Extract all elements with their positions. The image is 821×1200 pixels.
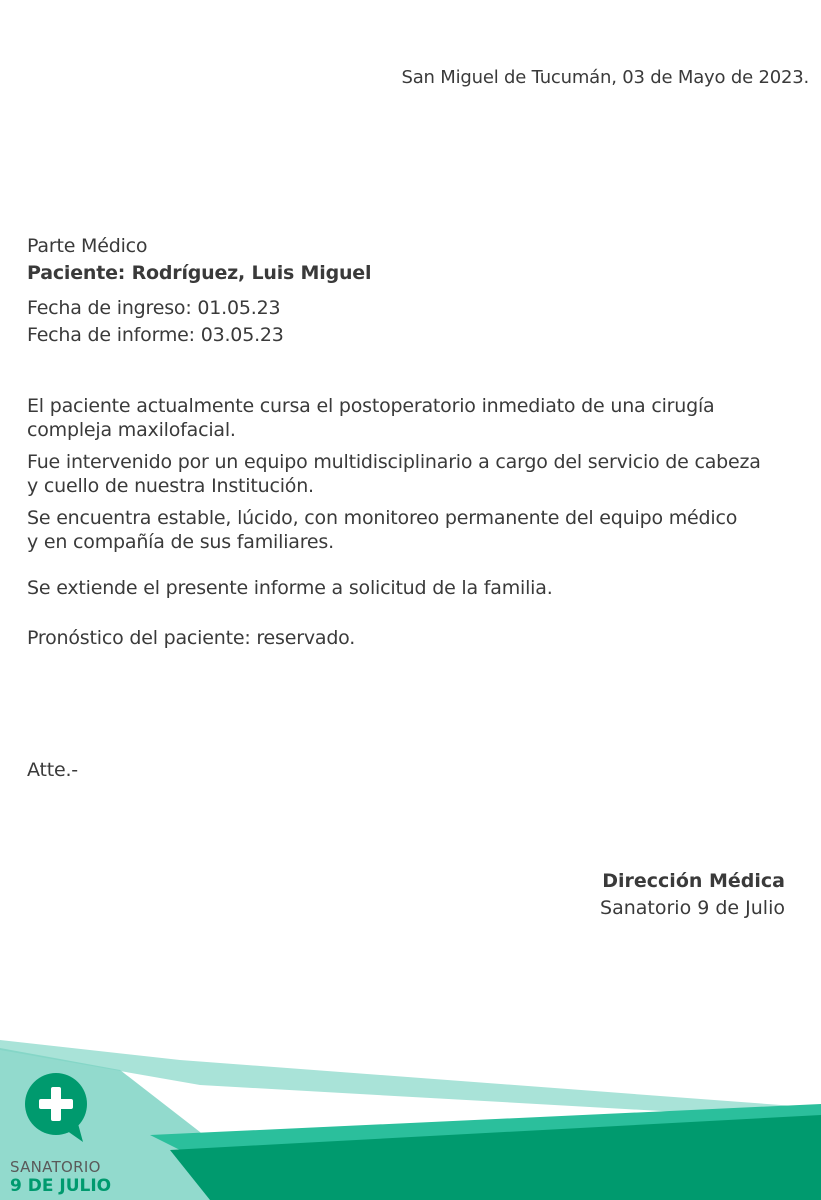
paragraph-2-line-2: y cuello de nuestra Institución. (27, 475, 314, 497)
paragraph-1-line-2: compleja maxilofacial. (27, 419, 236, 441)
paragraph-5: Pronóstico del paciente: reservado. (27, 627, 356, 649)
patient-name: Paciente: Rodríguez, Luis Miguel (27, 262, 372, 284)
logo-line-1: SANATORIO (10, 1158, 101, 1176)
report-date: Fecha de informe: 03.05.23 (27, 324, 284, 346)
logo-line-2: 9 DE JULIO (10, 1176, 112, 1196)
document-date: San Miguel de Tucumán, 03 de Mayo de 2023. (401, 67, 809, 88)
signature-institution: Sanatorio 9 de Julio (600, 897, 785, 919)
paragraph-1-line-1: El paciente actualmente cursa el postoperatorio inmediato de una cirugía (27, 395, 715, 417)
paragraph-3-line-2: y en compañía de sus familiares. (27, 531, 334, 553)
paragraph-4: Se extiende el presente informe a solicitud de la familia. (27, 577, 553, 599)
closing: Atte.- (27, 759, 78, 781)
signature-department: Dirección Médica (602, 870, 785, 892)
admission-date: Fecha de ingreso: 01.05.23 (27, 297, 281, 319)
paragraph-3-line-1: Se encuentra estable, lúcido, con monitoreo permanente del equipo médico (27, 507, 738, 529)
footer-decoration (0, 1040, 821, 1200)
document-title: Parte Médico (27, 235, 148, 257)
paragraph-2-line-1: Fue intervenido por un equipo multidisciplinario a cargo del servicio de cabeza (27, 451, 761, 473)
plus-speech-bubble-icon (23, 1072, 89, 1142)
